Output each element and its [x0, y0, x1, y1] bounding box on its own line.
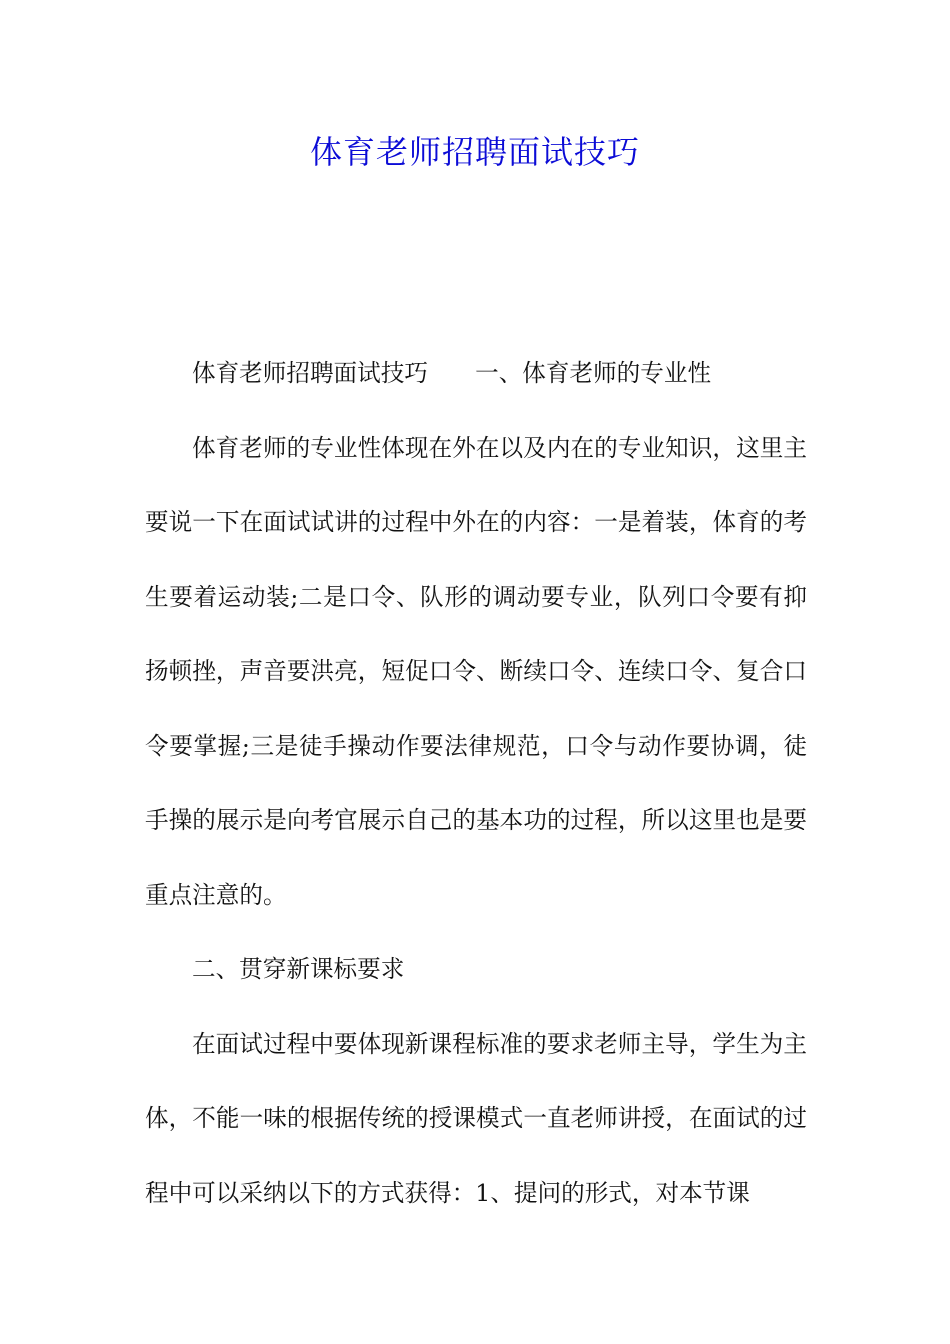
paragraph-new-curriculum: 在面试过程中要体现新课程标准的要求老师主导，学生为主体，不能一味的根据传统的授课模式一直老师讲授，在面试的过程中可以采纳以下的方式获得：1、提问的形式，对本节课 — [145, 1029, 807, 1207]
paragraph-section-two-heading: 二、贯穿新课标要求 — [192, 955, 405, 983]
document-body — [145, 336, 807, 1230]
document-title: 体育老师招聘面试技巧 — [309, 133, 640, 171]
paragraph-professionalism: 体育老师的专业性体现在外在以及内在的专业知识，这里主要说一下在面试试讲的过程中外在的内容：一是着装，体育的考生要着运动装;二是口令、队形的调动要专业，队列口令要有抑扬顿挫，声音要洪亮，短促口令、断续口令、连续口令、复合口令要掌握;三是徒手操动作要法律规范，口令与动作要协调，徒手操的展示是向考官展示自己的基本功的过程，所以这里也是要重点注意的。 — [145, 433, 807, 909]
paragraph-intro-heading: 体育老师招聘面试技巧 一、体育老师的专业性 — [192, 359, 712, 387]
